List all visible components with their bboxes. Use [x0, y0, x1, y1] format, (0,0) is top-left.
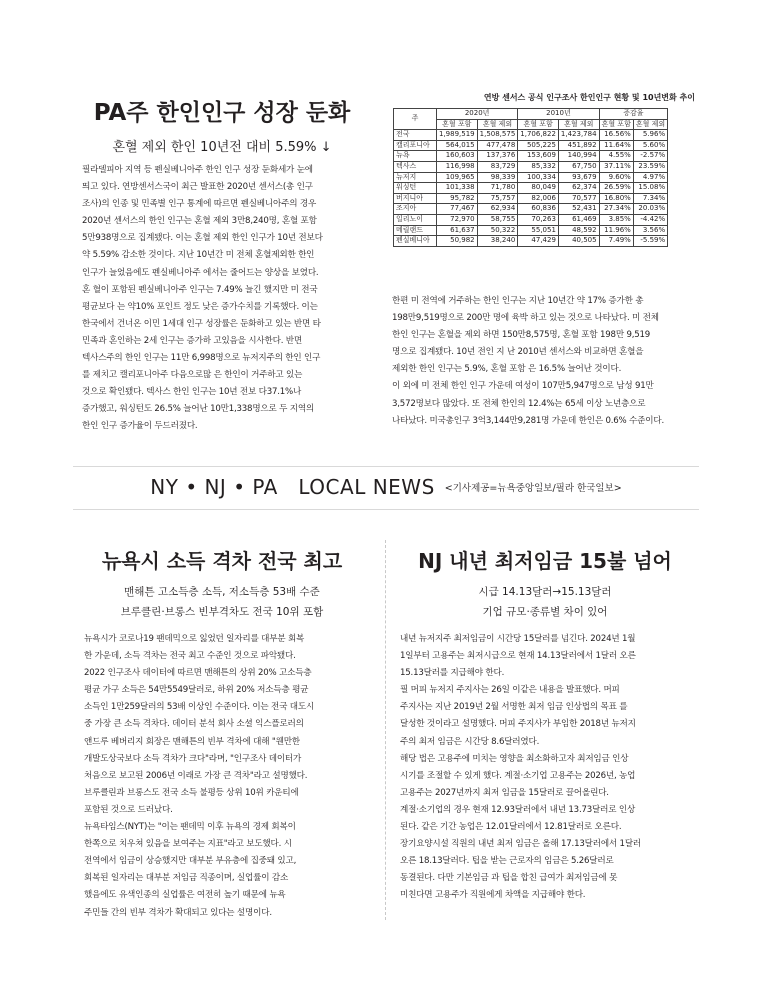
nyc-article-title: 뉴욕시 소득 격차 전국 최고 [101, 549, 343, 573]
census-cell-value: 50,322 [477, 225, 518, 236]
census-table-row [394, 130, 668, 141]
census-cell-value: 61,637 [437, 225, 478, 236]
nj-article-title: NJ 내년 최저임금 15불 넘어 [418, 549, 672, 573]
census-cell-value: 5.60% [633, 140, 667, 151]
census-table-body [394, 130, 668, 247]
local-news-banner [73, 472, 699, 502]
us-article-body: 한편 미 전역에 거주하는 한인 인구는 지난 10년간 약 17% 증가한 총 198만9,519명으로 200만 명에 육박 하고 있는 것으로 나타났다. 미 전체 한인 인구는 혼혈을 제외 하면 150만8,575명, 혼혈 포함 198만 9,519 명으로 집계됐다. 10년 전인 지 난 2010년 센서스와 비교하면 혼혈을 제외한 한인 인구는 5.9%, 혼혈 포함 은 16.5% 늘어난 것이다. 이 외에 미 전체 한인 인구 가운데 여성이 107만5,947명으로 남성 91만 3,572명보다 많았다. 또 전체 한인의 12.4%는 65세 이상 노년층으로 나타났다. 미국총인구 3억3,144만9,281명 가운데 한인은 0.6% 수준이다. [392, 296, 664, 426]
census-cell-state: 워싱턴 [394, 183, 437, 194]
census-cell-value: 153,609 [518, 151, 559, 162]
census-cell-value: 20.03% [633, 204, 667, 215]
census-cell-value: 70,263 [518, 214, 559, 225]
census-cell-value: 62,934 [477, 204, 518, 215]
census-subheader: 혼혈 제외 [633, 119, 667, 130]
column-separator [385, 540, 386, 920]
census-cell-value: 98,339 [477, 172, 518, 183]
census-cell-value: 67,750 [558, 161, 599, 172]
census-cell-value: 101,338 [437, 183, 478, 194]
census-subheader: 혼혈 제외 [477, 119, 518, 130]
census-table-row [394, 225, 668, 236]
census-cell-value: 4.97% [633, 172, 667, 183]
census-cell-value: -5.59% [633, 236, 667, 247]
census-cell-value: 100,334 [518, 172, 559, 183]
census-cell-value: -2.57% [633, 151, 667, 162]
census-cell-value: 95,782 [437, 193, 478, 204]
census-table-row [394, 214, 668, 225]
census-cell-value: 85,332 [518, 161, 559, 172]
census-cell-value: 26.59% [599, 183, 633, 194]
census-cell-value: 140,994 [558, 151, 599, 162]
census-cell-value: 60,836 [518, 204, 559, 215]
census-table [393, 108, 668, 247]
nyc-article-subtitle-2: 브루클린·브롱스 빈부격차도 전국 10위 포함 [120, 606, 324, 618]
census-cell-value: 72,970 [437, 214, 478, 225]
census-cell-value: 16.80% [599, 193, 633, 204]
bottom-divider [73, 509, 699, 510]
census-cell-state: 버지니아 [394, 193, 437, 204]
census-cell-value: 7.49% [599, 236, 633, 247]
census-cell-value: 16.56% [599, 130, 633, 141]
census-table-row [394, 161, 668, 172]
nyc-article-subtitle-1: 맨해튼 고소득층 소득, 저소득층 53배 수준 [124, 586, 320, 598]
census-cell-value: 505,225 [518, 140, 559, 151]
census-header-state: 주 [394, 109, 437, 130]
census-cell-state: 펜실베니아 [394, 236, 437, 247]
census-table-row [394, 172, 668, 183]
census-cell-value: 477,478 [477, 140, 518, 151]
census-cell-state: 조지아 [394, 204, 437, 215]
census-cell-value: 11.64% [599, 140, 633, 151]
census-cell-value: 37.11% [599, 161, 633, 172]
census-cell-value: 451,892 [558, 140, 599, 151]
census-cell-value: 1,989,519 [437, 130, 478, 141]
census-table-wrapper [393, 108, 668, 247]
pa-article-subtitle: 혼혈 제외 한인 10년전 대비 5.59% ↓ [112, 140, 332, 155]
census-table-caption: 연방 센서스 공식 인구조사 한인인구 현황 및 10년변화 추이 [483, 93, 695, 102]
census-cell-value: 4.55% [599, 151, 633, 162]
census-subheader: 혼혈 포함 [518, 119, 559, 130]
census-table-row [394, 183, 668, 194]
census-cell-state: 일리노이 [394, 214, 437, 225]
census-cell-value: 1,508,575 [477, 130, 518, 141]
census-cell-state: 캘리포니아 [394, 140, 437, 151]
census-cell-value: 564,015 [437, 140, 478, 151]
census-cell-value: 23.59% [633, 161, 667, 172]
census-cell-value: 82,006 [518, 193, 559, 204]
census-table-row [394, 236, 668, 247]
census-cell-value: 109,965 [437, 172, 478, 183]
census-cell-value: 62,374 [558, 183, 599, 194]
census-cell-value: 50,982 [437, 236, 478, 247]
census-cell-value: 93,679 [558, 172, 599, 183]
census-header-2020: 2020년 [437, 109, 518, 120]
census-cell-value: 71,780 [477, 183, 518, 194]
nj-article-subtitle-2: 기업 규모·종류별 차이 있어 [482, 606, 608, 618]
census-cell-state: 전국 [394, 130, 437, 141]
census-table-row [394, 204, 668, 215]
census-cell-state: 메릴랜드 [394, 225, 437, 236]
census-cell-value: 61,469 [558, 214, 599, 225]
pa-article-body: 필라델피아 지역 등 펜실베니아주 한인 인구 성장 둔화세가 눈에 띄고 있다. 연방센서스국이 최근 발표한 2020년 센서스(총 인구 조사)의 인종 및 민족별 인구 통계에 따르면 펜실베니아주의 경우 2020년 센서스의 한인 인구는 혼혈 제외 3만8,240명, 혼혈 포함 5만938명으로 집계됐다. 이는 혼혈 제외 한인 인구가 10년 전보다 약 5.59% 감소한 것이다. 지난 10년간 미 전체 혼혈제외한 한인 인구가 늘었음에도 펜실베니아주 에서는 줄어드는 양상을 보였다. 혼 혈이 포함된 펜실베니아주 인구는 7.49% 늘긴 했지만 미 전국 평균보다 는 약10% 포인트 정도 낮은 증가수치를 기록했다. 이는 한국에서 건너온 이민 1세대 인구 성장률은 둔화하고 있는 반면 타 민족과 혼인하는 2세 인구는 증가하 고있음을 시사한다. 반면 텍사스주의 한인 인구는 11만 6,998명으로 뉴저지주의 한인 인구 를 제치고 캘리포니아주 다음으로많 은 한인이 거주하고 있는 것으로 확인됐다. 텍사스 한인 인구는 10년 전보 다37.1%나 증가했고, 워싱턴도 26.5% 늘어난 10만1,338명으로 두 지역의 한인 인구 증가율이 두드러졌다. [82, 165, 323, 432]
census-cell-state: 뉴욕 [394, 151, 437, 162]
census-cell-state: 텍사스 [394, 161, 437, 172]
census-cell-value: 9.60% [599, 172, 633, 183]
banner-title: NY • NJ • PA LOCAL NEWS [150, 475, 435, 499]
census-subheader: 혼혈 제외 [558, 119, 599, 130]
census-cell-value: 58,755 [477, 214, 518, 225]
census-cell-value: 83,729 [477, 161, 518, 172]
census-cell-value: 160,603 [437, 151, 478, 162]
census-cell-value: 52,431 [558, 204, 599, 215]
census-cell-value: -4.42% [633, 214, 667, 225]
top-divider [73, 466, 699, 467]
census-cell-value: 48,592 [558, 225, 599, 236]
census-cell-value: 40,505 [558, 236, 599, 247]
census-cell-value: 11.96% [599, 225, 633, 236]
census-cell-value: 70,577 [558, 193, 599, 204]
banner-source: <기사제공=뉴욕중앙일보/필라 한국일보> [444, 483, 622, 494]
census-cell-value: 55,051 [518, 225, 559, 236]
census-cell-value: 7.34% [633, 193, 667, 204]
census-cell-value: 3.85% [599, 214, 633, 225]
census-cell-value: 27.34% [599, 204, 633, 215]
census-subheader: 혼혈 포함 [599, 119, 633, 130]
census-table-row [394, 140, 668, 151]
census-cell-value: 15.08% [633, 183, 667, 194]
nyc-article-body: 뉴욕시가 코로나19 팬데믹으로 잃었던 일자리를 대부분 회복 한 가운데, 소득 격차는 전국 최고 수준인 것으로 파악됐다. 2022 인구조사 데이터에 따르면 맨해튼의 상위 20% 고소득층 평균 가구 소득은 54만5549달러로, 하위 20% 저소득층 평균 소득인 1만259달러의 53배 이상인 수준이다. 이는 전국 대도시 중 가장 큰 소득 격차다. 데이터 분석 회사 소셜 익스플로러의 앤드루 베버리지 회장은 맨해튼의 빈부 격차에 대해 "웬만한 개발도상국보다 소득 격차가 크다"라며, "인구조사 데이터가 처음으로 보고된 2006년 이래로 가장 큰 격차"라고 설명했다. 브루클린과 브롱스도 전국 소득 불평등 상위 10위 카운티에 포함된 것으로 드러났다. 뉴욕타임스(NYT)는 "이는 팬데믹 이후 뉴욕의 경제 회복이 한쪽으로 치우쳐 있음을 보여주는 지표"라고 보도했다. 시 전역에서 임금이 상승했지만 대부분 부유층에 집중돼 있고, 회복된 일자리는 대부분 저임금 직종이며, 실업률이 감소 했음에도 유색인종의 실업률은 여전히 높기 때문에 뉴욕 주민들 간의 빈부 격차가 확대되고 있다는 설명이다. [84, 634, 315, 918]
census-cell-value: 1,423,784 [558, 130, 599, 141]
census-cell-state: 뉴저지 [394, 172, 437, 183]
census-cell-value: 77,467 [437, 204, 478, 215]
census-cell-value: 47,429 [518, 236, 559, 247]
census-cell-value: 3.56% [633, 225, 667, 236]
census-cell-value: 116,998 [437, 161, 478, 172]
census-header-change: 증감율 [599, 109, 668, 120]
nj-article-subtitle-1: 시급 14.13달러→15.13달러 [478, 586, 612, 598]
census-cell-value: 5.96% [633, 130, 667, 141]
nj-article-body: 내년 뉴저지주 최저임금이 시간당 15달러를 넘긴다. 2024년 1월 1일부터 고용주는 최저시급으로 현재 14.13달러에서 1달러 오른 15.13달러를 지급해야 한다. 필 머피 뉴저지 주지사는 26일 이같은 내용을 발표했다. 머피 주지사는 지난 2019년 2월 서명한 최저 임금 인상법의 목표 를 달성한 것이라고 설명했다. 머피 주지사가 부임한 2018년 뉴저지 주의 최저 임금은 시간당 8.6달러였다. 해당 법은 고용주에 미치는 영향을 최소화하고자 최저임금 인상 시기를 조절할 수 있게 했다. 계절·소기업 고용주는 2026년, 농업 고용주는 2027년까지 최저 임금을 15달러로 끌어올린다. 계절·소기업의 경우 현재 12.93달러에서 내년 13.73달러로 인상 된다. 같은 기간 농업은 12.01달러에서 12.81달러로 오른다. 장기요양시설 직원의 내년 최저 임금은 올해 17.13달러에서 1달러 오른 18.13달러다. 팁을 받는 근로자의 임금은 5.26달러로 동결된다. 다만 기본임금 과 팁을 합친 급여가 최저임금에 못 미친다면 고용주가 직원에게 차액을 지급해야 한다. [400, 634, 642, 901]
census-cell-value: 1,706,822 [518, 130, 559, 141]
census-subheader: 혼혈 포함 [437, 119, 478, 130]
census-cell-value: 80,049 [518, 183, 559, 194]
pa-article-title: PA주 한인인구 성장 둔화 [93, 100, 351, 126]
census-table-row [394, 193, 668, 204]
census-cell-value: 75,757 [477, 193, 518, 204]
census-cell-value: 38,240 [477, 236, 518, 247]
census-table-row [394, 151, 668, 162]
census-header-2010: 2010년 [518, 109, 599, 120]
census-cell-value: 137,376 [477, 151, 518, 162]
